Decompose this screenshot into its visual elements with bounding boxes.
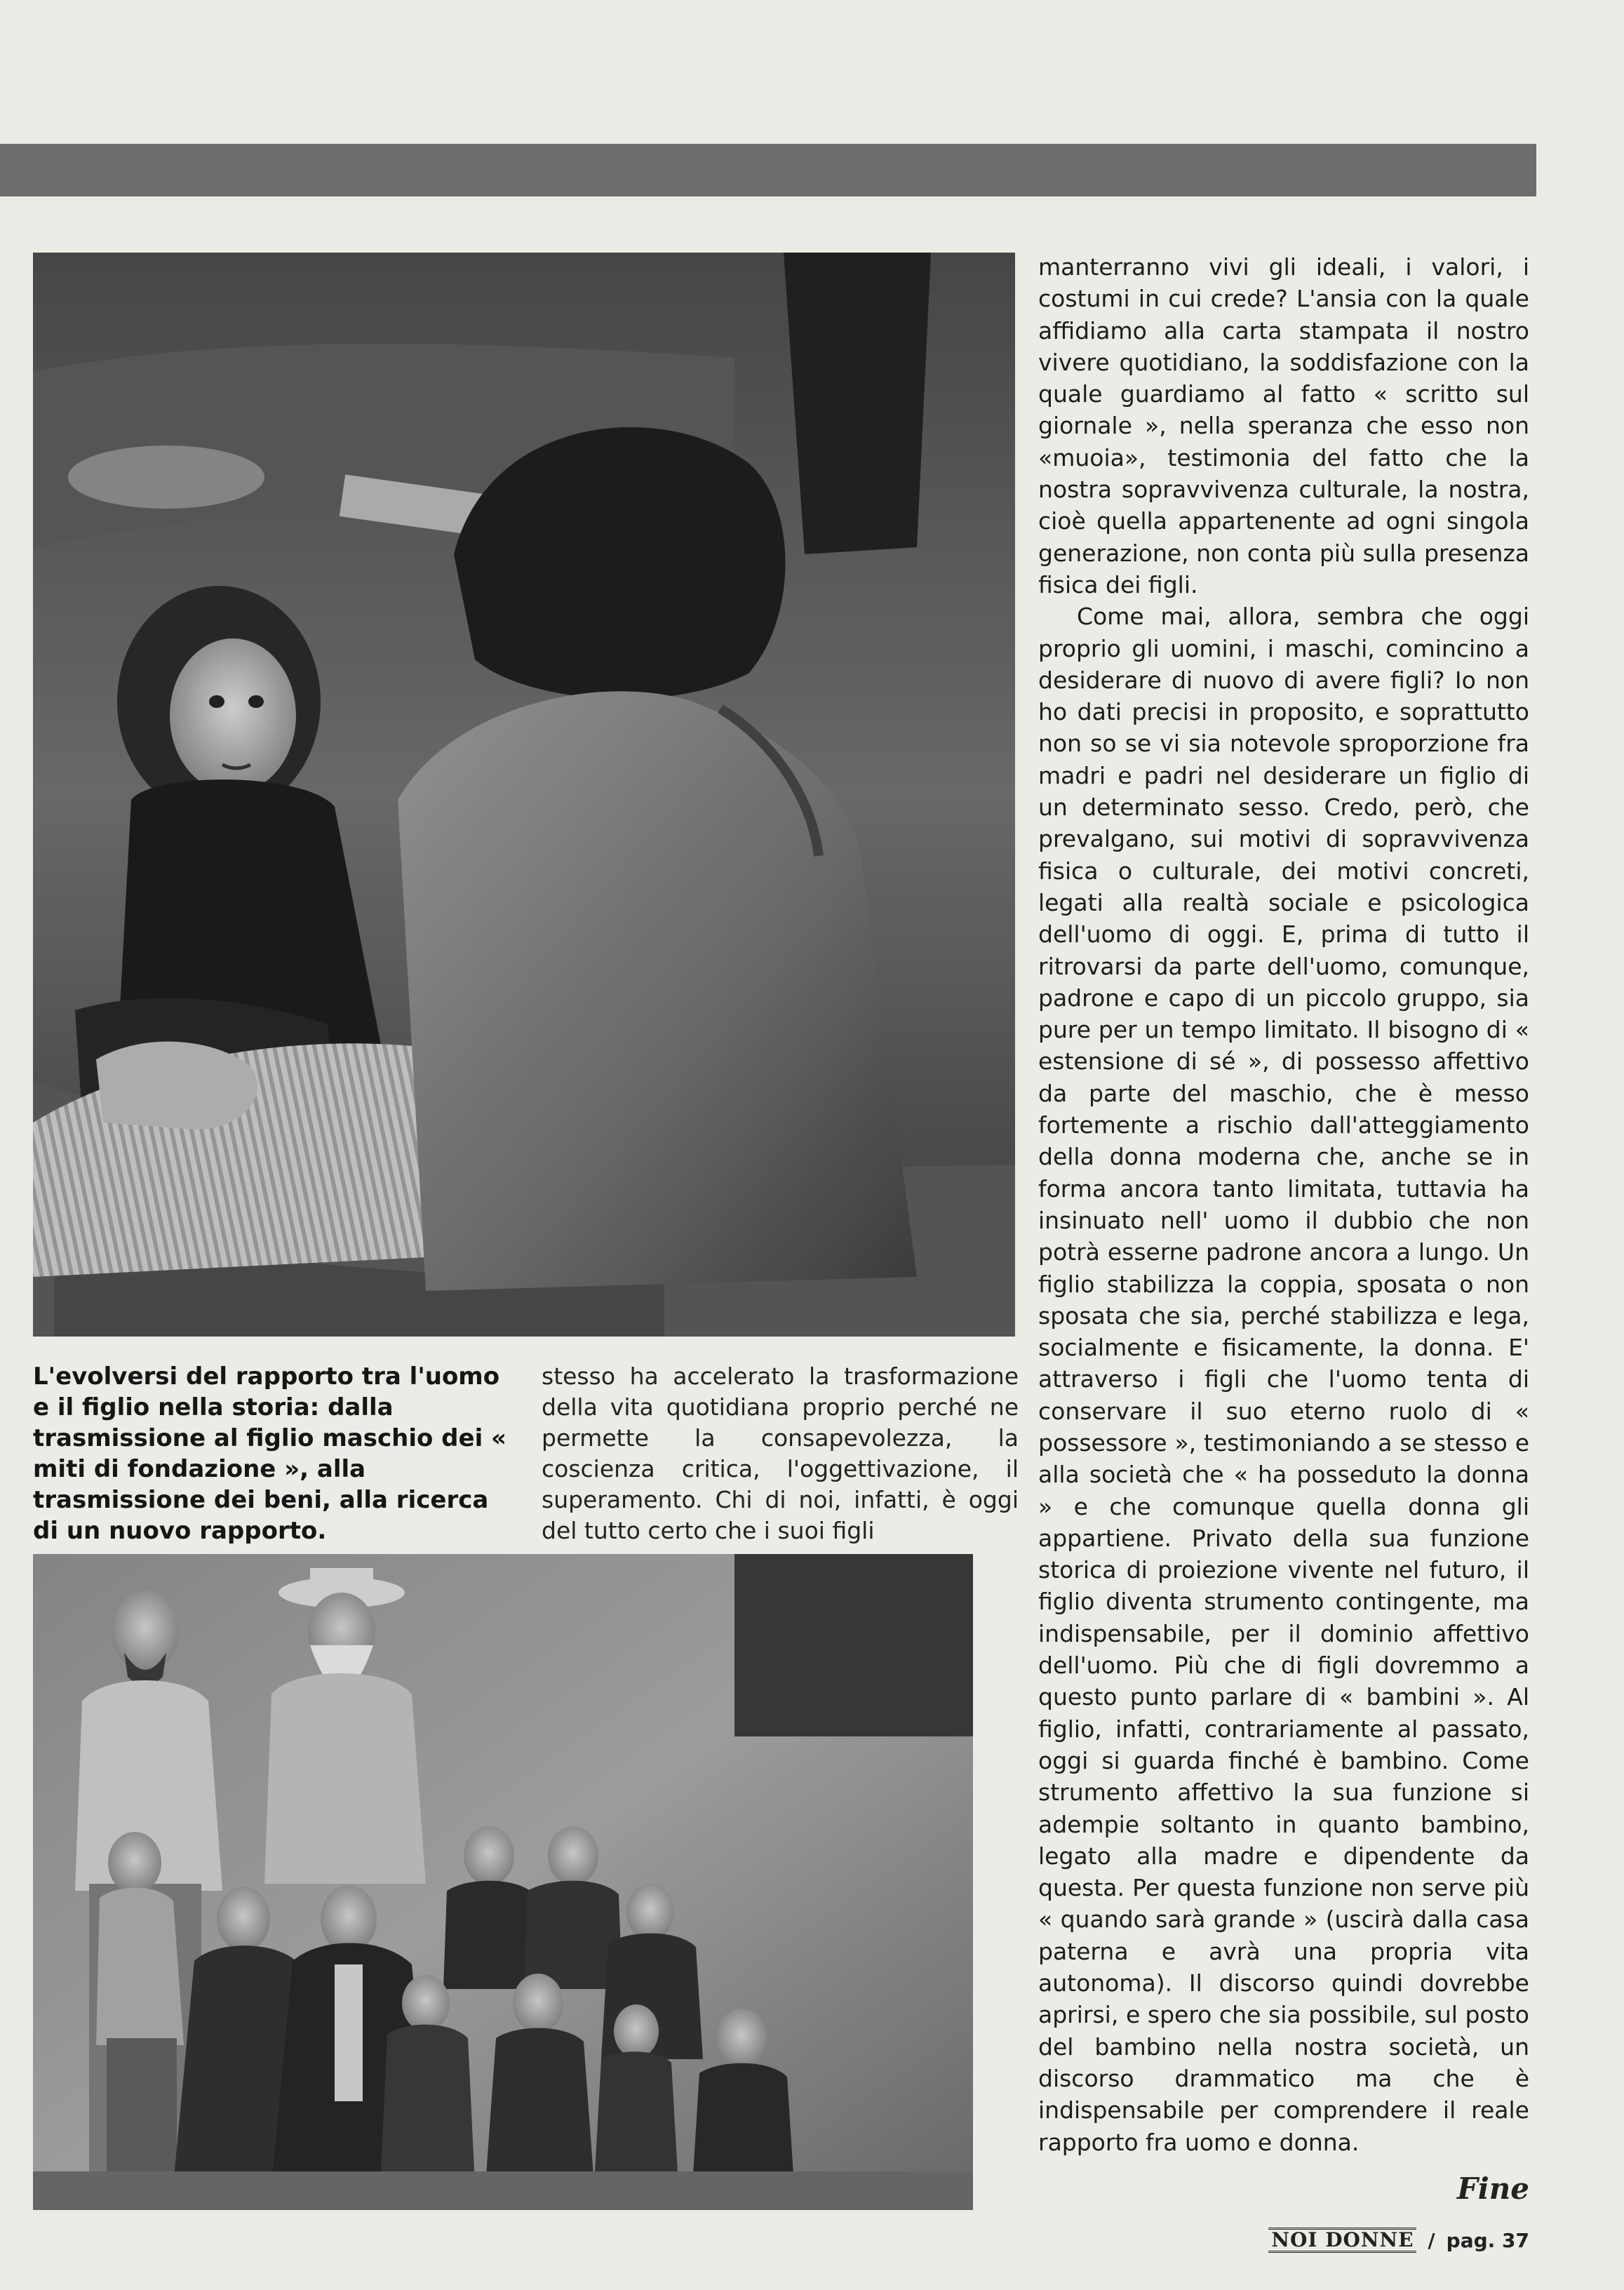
footer-separator: / (1428, 2228, 1435, 2252)
magazine-logo: NOI DONNE (1268, 2228, 1416, 2253)
header-bar (0, 144, 1536, 196)
article-end-mark: Fine (1456, 2171, 1529, 2206)
photo-historic-family (33, 1554, 973, 2210)
article-continuation: stesso ha accelerato la trasformazione della vita quotidiana proprio perché ne permette la consapevolezza, la coscienza critica, l'oggettivazione, il superamento. Chi di noi, infatti, è oggi del tutto certo che i suoi figli (542, 1362, 1019, 1544)
article-paragraph-1: manterranno vivi gli ideali, i valori, i costumi in cui crede? L'ansia con la quale affidiamo alla carta stampata il nostro vivere quotidiano, la soddisfazione con la quale guardiamo al fatto « scritto sul giornale », nella speranza che esso non «muoia», testimonia del fatto che la nostra sopravvivenza culturale, la nostra, cioè quella appartenente ad ogni singola generazione, non conta più sulla presenza fisica dei figli. (1038, 253, 1529, 598)
article-column (1038, 251, 1529, 2158)
photo-father-child (33, 253, 1015, 1337)
photo-historic-family-image (33, 1554, 973, 2210)
page-number: pag. 37 (1446, 2228, 1529, 2252)
photo-father-child-image (33, 253, 1015, 1337)
page-footer (1268, 2228, 1529, 2253)
photo-caption: L'evolversi del rapporto tra l'uomo e il figlio nella storia: dalla trasmissione al figlio maschio dei « miti di fondazione », alla trasmissione dei beni, alla ricerca di un nuovo rapporto. (33, 1362, 507, 1545)
article-paragraph-2: Come mai, allora, sembra che oggi proprio gli uomini, i maschi, comincino a desiderare di nuovo di avere figli? Io non ho dati precisi in proposito, e soprattutto non so se vi sia notevole sproporzione fra madri e padri nel desiderare un figlio di un determinato sesso. Credo, però, che prevalgano, sui motivi di sopravvivenza fisica o culturale, dei motivi concreti, legati alla realtà sociale e psicologica dell'uomo di oggi. E, prima di tutto il ritrovarsi da parte dell'uomo, comunque, padrone e capo di un piccolo gruppo, sia pure per un tempo limitato. Il bisogno di « estensione di sé », di possesso affettivo da parte del maschio, che è messo fortemente a rischio dall'atteggiamento della donna moderna che, anche se in forma ancora tanto limitata, tuttavia ha insinuato nell' uomo il dubbio che non potrà esserne padrone ancora a lungo. Un figlio stabilizza la coppia, sposata o non sposata che sia, perché stabilizza e lega, socialmente e fisicamente, la donna. E' attraverso i figli che l'uomo tenta di conservare il suo eterno ruolo di « possessore », testimoniando a se stesso e alla società che « ha posseduto la donna » e che comunque quella donna gli appartiene. Privato della sua funzione storica di proiezione vivente nel futuro, il figlio diventa strumento contingente, ma indispensabile, per il dominio affettivo dell'uomo. Più che di figli dovremmo a questo punto parlare di « bambini ». Al figlio, infatti, contrariamente al passato, oggi si guarda finché è bambino. Come strumento affettivo la sua funzione si adempie soltanto in quanto bambino, legato alla madre e dipendente da questa. Per questa funzione non serve più « quando sarà grande » (uscirà dalla casa paterna e avrà una propria vita autonoma). Il discorso quindi dovrebbe aprirsi, e spero che sia possibile, sul posto del bambino nella nostra società, un discorso drammatico ma che è indispensabile per comprendere il reale rapporto fra uomo e donna. (1038, 603, 1529, 2156)
